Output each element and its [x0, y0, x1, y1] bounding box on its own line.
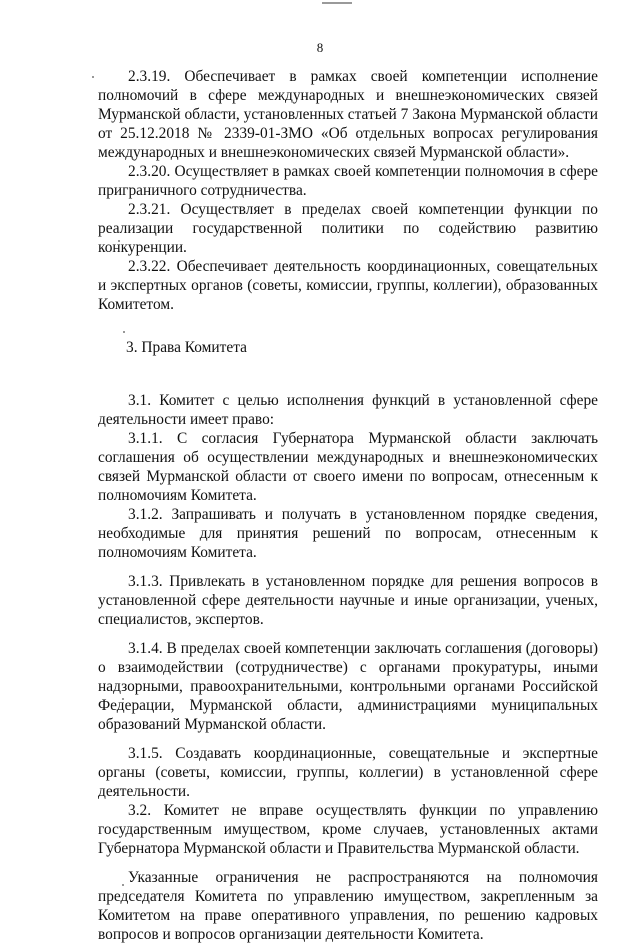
document-body	[98, 67, 598, 944]
paragraph-2-3-20: 2.3.20. Осуществляет в рамках своей компетенции полномочия в сфере приграничного сотрудничества.	[98, 163, 598, 199]
paragraph-restrictions: Указанные ограничения не распространяются на полномочия председателя Комитета по управлению имуществом, закрепленным за Комитетом на праве оперативного управления, по решению кадровых вопросов и вопросов организации деятельности Комитета.	[98, 869, 598, 943]
paragraph-3-2: 3.2. Комитет не вправе осуществлять функции по управлению государственным имуществом, кроме случаев, установленных актами Губернатора Мурманской области и Правительства Мурманской области.	[98, 802, 598, 857]
paragraph-2-3-22: 2.3.22. Обеспечивает деятельность координационных, совещательных и экспертных органов (советы, комиссии, группы, коллегии), образованных Комитетом.	[98, 258, 598, 313]
scan-header-mark	[322, 2, 352, 4]
paragraph-2-3-21: 2.3.21. Осуществляет в пределах своей компетенции функции по реализации государственной политики по содействию развитию конкуренции.	[98, 201, 598, 256]
scan-speck	[92, 76, 94, 78]
paragraph-2-3-19: 2.3.19. Обеспечивает в рамках своей компетенции исполнение полномочий в сфере международных и внешнеэкономических связей Мурманской области, установленных статьей 7 Закона Мурманской области от 25.12.2018 № 2339-01-ЗМО «Об отдельных вопросах регулирования международных и внешнеэкономических связей Мурманской области».	[98, 68, 598, 161]
paragraph-3-1-3: 3.1.3. Привлекать в установленном порядке для решения вопросов в установленной сфере деятельности научные и иные организации, ученых, специалистов, экспертов.	[98, 573, 598, 628]
paragraph-3-1-2: 3.1.2. Запрашивать и получать в установленном порядке сведения, необходимые для принятия решений по вопросам, отнесенным к полномочиям Комитета.	[98, 506, 598, 561]
paragraph-3-1-4: 3.1.4. В пределах своей компетенции заключать соглашения (договоры) о взаимодействии (сотрудничестве) с органами прокуратуры, иными надзорными, правоохранительными, контрольными органами Российской Федерации, Мурманской области, администрациями муниципальных образований Мурманской области.	[98, 640, 598, 733]
page-number: 8	[316, 40, 324, 55]
paragraph-3-1: 3.1. Комитет с целью исполнения функций в установленной сфере деятельности имеет право:	[98, 392, 598, 428]
paragraph-3-1-1: 3.1.1. С согласия Губернатора Мурманской области заключать соглашения об осуществлении международных и внешнеэкономических связей Мурманской области от своего имени по вопросам, отнесенным к полномочиям Комитета.	[98, 430, 598, 504]
paragraph-3-1-5: 3.1.5. Создавать координационные, совещательные и экспертные органы (советы, комиссии, группы, коллегии) в установленной сфере деятельности.	[98, 745, 598, 800]
section-title: 3. Права Комитета	[126, 339, 247, 356]
